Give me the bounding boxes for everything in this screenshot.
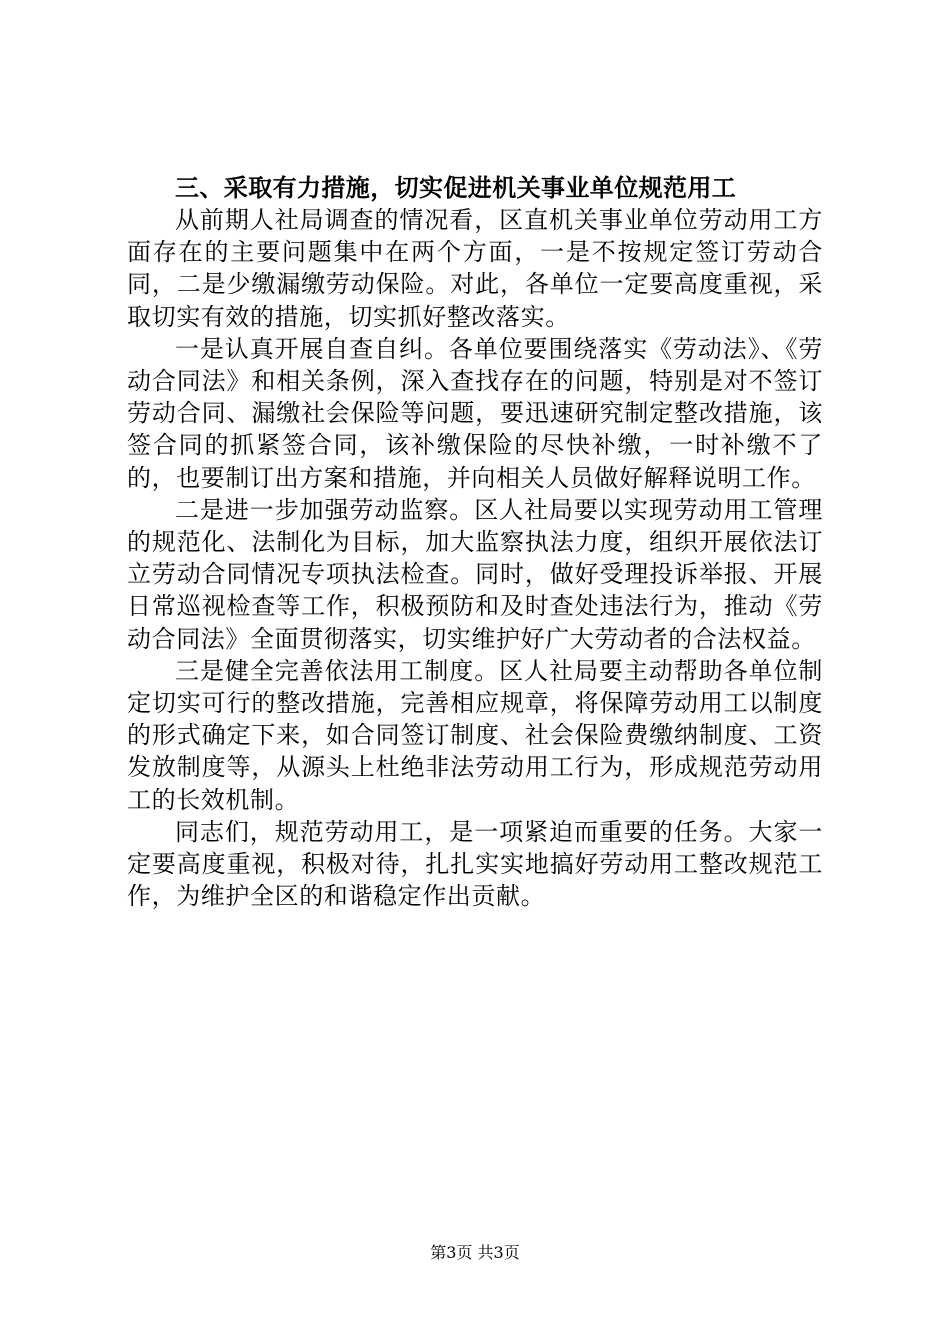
paragraph-closing: 同志们，规范劳动用工，是一项紧迫而重要的任务。大家一定要高度重视，积极对待，扎扎实实地搞好劳动用工整改规范工作，为维护全区的和谐稳定作出贡献。 (127, 817, 823, 911)
paragraph-labor-supervision: 二是进一步加强劳动监察。区人社局要以实现劳动用工管理的规范化、法制化为目标，加大监察执法力度，组织开展依法订立劳动合同情况专项执法检查。同时，做好受理投诉举报、开展日常巡视检查等工作，积极预防和及时查处违法行为，推动《劳动合同法》全面贯彻落实，切实维护好广大劳动者的合法权益。 (127, 495, 823, 653)
paragraph-employment-system: 三是健全完善依法用工制度。区人社局要主动帮助各单位制定切实可行的整改措施，完善相应规章，将保障劳动用工以制度的形式确定下来，如合同签订制度、社会保险费缴纳制度、工资发放制度等，从源头上杜绝非法劳动用工行为，形成规范劳动用工的长效机制。 (127, 656, 823, 814)
paragraph-self-inspection: 一是认真开展自查自纠。各单位要围绕落实《劳动法》、《劳动合同法》和相关条例，深入查找存在的问题，特别是对不签订劳动合同、漏缴社会保险等问题，要迅速研究制定整改措施，该签合同的抓紧签合同，该补缴保险的尽快补缴，一时补缴不了的，也要制订出方案和措施，并向相关人员做好解释说明工作。 (127, 334, 823, 492)
paragraph-intro: 从前期人社局调查的情况看，区直机关事业单位劳动用工方面存在的主要问题集中在两个方面，一是不按规定签订劳动合同，二是少缴漏缴劳动保险。对此，各单位一定要高度重视，采取切实有效的措施，切实抓好整改落实。 (127, 206, 823, 331)
document-body (127, 172, 823, 912)
page-number-footer: 第3页 共3页 (430, 1243, 520, 1262)
section-heading: 三、采取有力措施，切实促进机关事业单位规范用工 (175, 174, 737, 202)
